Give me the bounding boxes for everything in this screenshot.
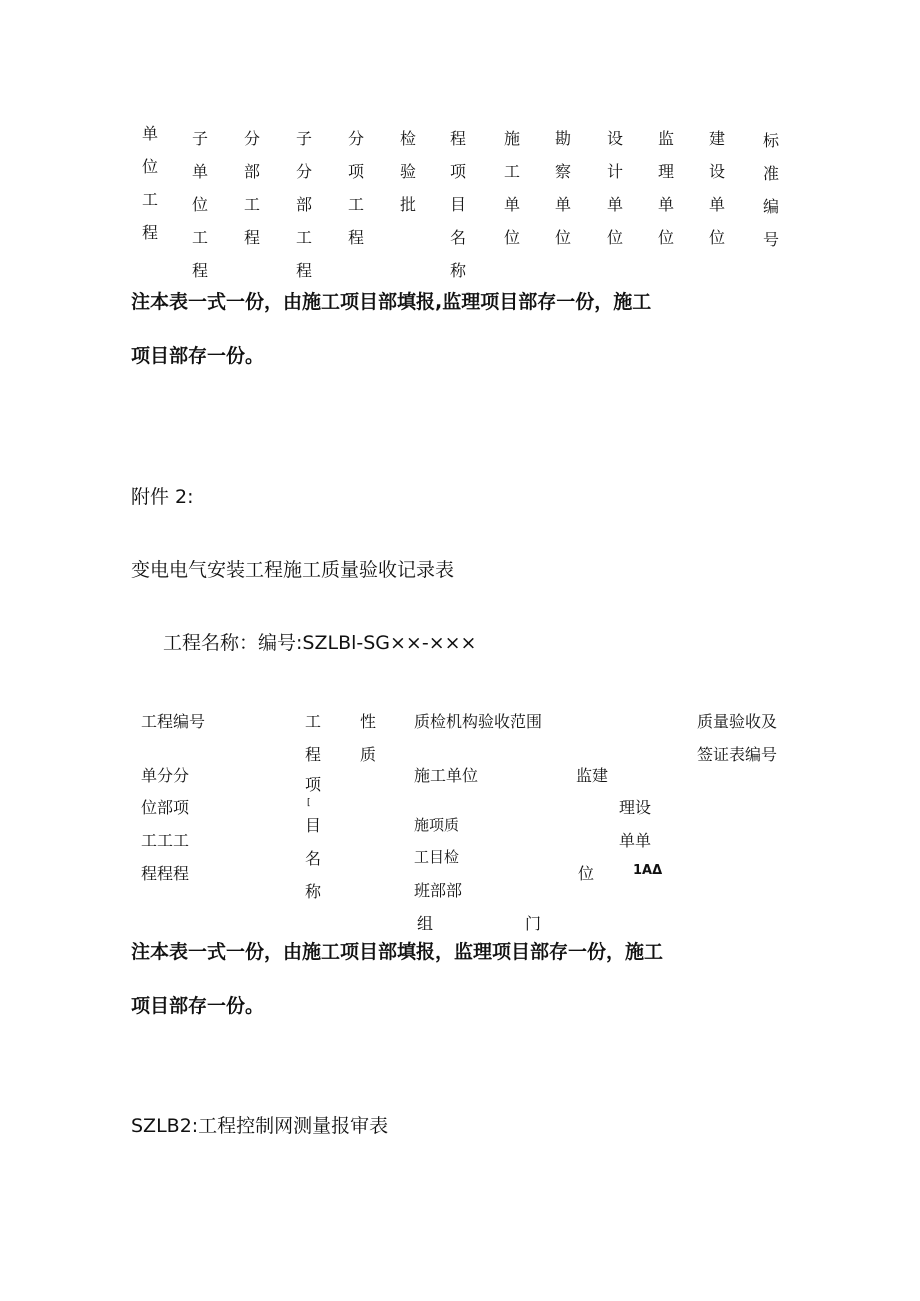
cell-supervision-construction: 监建 — [576, 766, 609, 785]
column-header-standard-number: 标准编号 — [762, 131, 779, 249]
note2-line-1: 注本表一式一份，由施工项目部填报，监理项目部存一份，施工 — [131, 941, 664, 963]
cell-quality-acceptance-line-1: 质量验收及 — [697, 712, 778, 731]
cell-project-item-name-char-7: 称 — [305, 882, 322, 901]
cell-nature-char-1: 性 — [360, 712, 377, 731]
cell-construction-sub-3: 班部部 — [414, 881, 463, 900]
attachment-label: 附件 2: — [131, 486, 194, 508]
note2-line-2: 项目部存一份。 — [131, 995, 265, 1017]
note-line-2: 项目部存一份。 — [131, 345, 265, 367]
cell-position-part-item: 位部项 — [141, 798, 190, 817]
note-line-1: 注本表一式一份，由施工项目部填报,监理项目部存一份，施工 — [131, 291, 652, 313]
column-header-unit-project: 单位工程 — [141, 124, 158, 242]
cell-project-item-name-char-4: [ — [307, 798, 311, 808]
cell-construction-sub-2: 工目检 — [414, 848, 460, 866]
column-header-division-project: 分部工程 — [243, 129, 260, 247]
column-header-inspection-lot: 检验批 — [399, 129, 416, 214]
cell-code: 1AΔ — [633, 863, 663, 878]
cell-nature-char-2: 质 — [360, 745, 377, 764]
cell-qc-scope: 质检机构验收范围 — [414, 712, 543, 731]
bottom-form-title: SZLB2:工程控制网测量报审表 — [131, 1115, 389, 1137]
column-header-sub-item-project: 分项工程 — [347, 129, 364, 247]
cell-group: 组 — [417, 914, 434, 933]
project-name-line: 工程名称：编号:SZLBl-SG××-××× — [163, 632, 477, 654]
column-header-construction-owner: 建设单位 — [708, 129, 725, 247]
cell-project-item-name-char-3: 项 — [305, 775, 322, 794]
cell-quality-acceptance-line-2: 签证表编号 — [697, 745, 778, 764]
cell-unit-unit: 单单 — [619, 831, 652, 850]
cell-department: 门 — [525, 914, 542, 933]
cell-project-item-name-char-5: 目 — [305, 816, 322, 835]
cell-project-item-name-char-6: 名 — [305, 849, 322, 868]
column-header-survey-unit: 勘察单位 — [554, 129, 571, 247]
column-header-design-unit: 设计单位 — [606, 129, 623, 247]
cell-unit-division-item: 单分分 — [141, 766, 190, 785]
column-header-construction-unit: 施工单位 — [503, 129, 520, 247]
cell-project-item-name-char-1: 工 — [305, 712, 322, 731]
column-header-sub-unit-project: 子单位工程 — [191, 129, 208, 280]
cell-position: 位 — [578, 864, 595, 883]
cell-supervision-design: 理设 — [619, 798, 652, 817]
column-header-sub-division-project: 子分部工程 — [295, 129, 312, 280]
cell-cheng-cheng-cheng: 程程程 — [141, 864, 190, 883]
column-header-supervision-unit: 监理单位 — [657, 129, 674, 247]
cell-work-work-work: 工工工 — [141, 831, 190, 850]
column-header-project-name: 程项目名称 — [449, 129, 466, 280]
cell-construction-sub-1: 施项质 — [414, 816, 460, 834]
cell-construction-unit: 施工单位 — [414, 766, 479, 785]
cell-project-item-name-char-2: 程 — [305, 745, 322, 764]
form-title: 变电电气安装工程施工质量验收记录表 — [131, 559, 455, 581]
cell-project-number: 工程编号 — [141, 712, 206, 731]
